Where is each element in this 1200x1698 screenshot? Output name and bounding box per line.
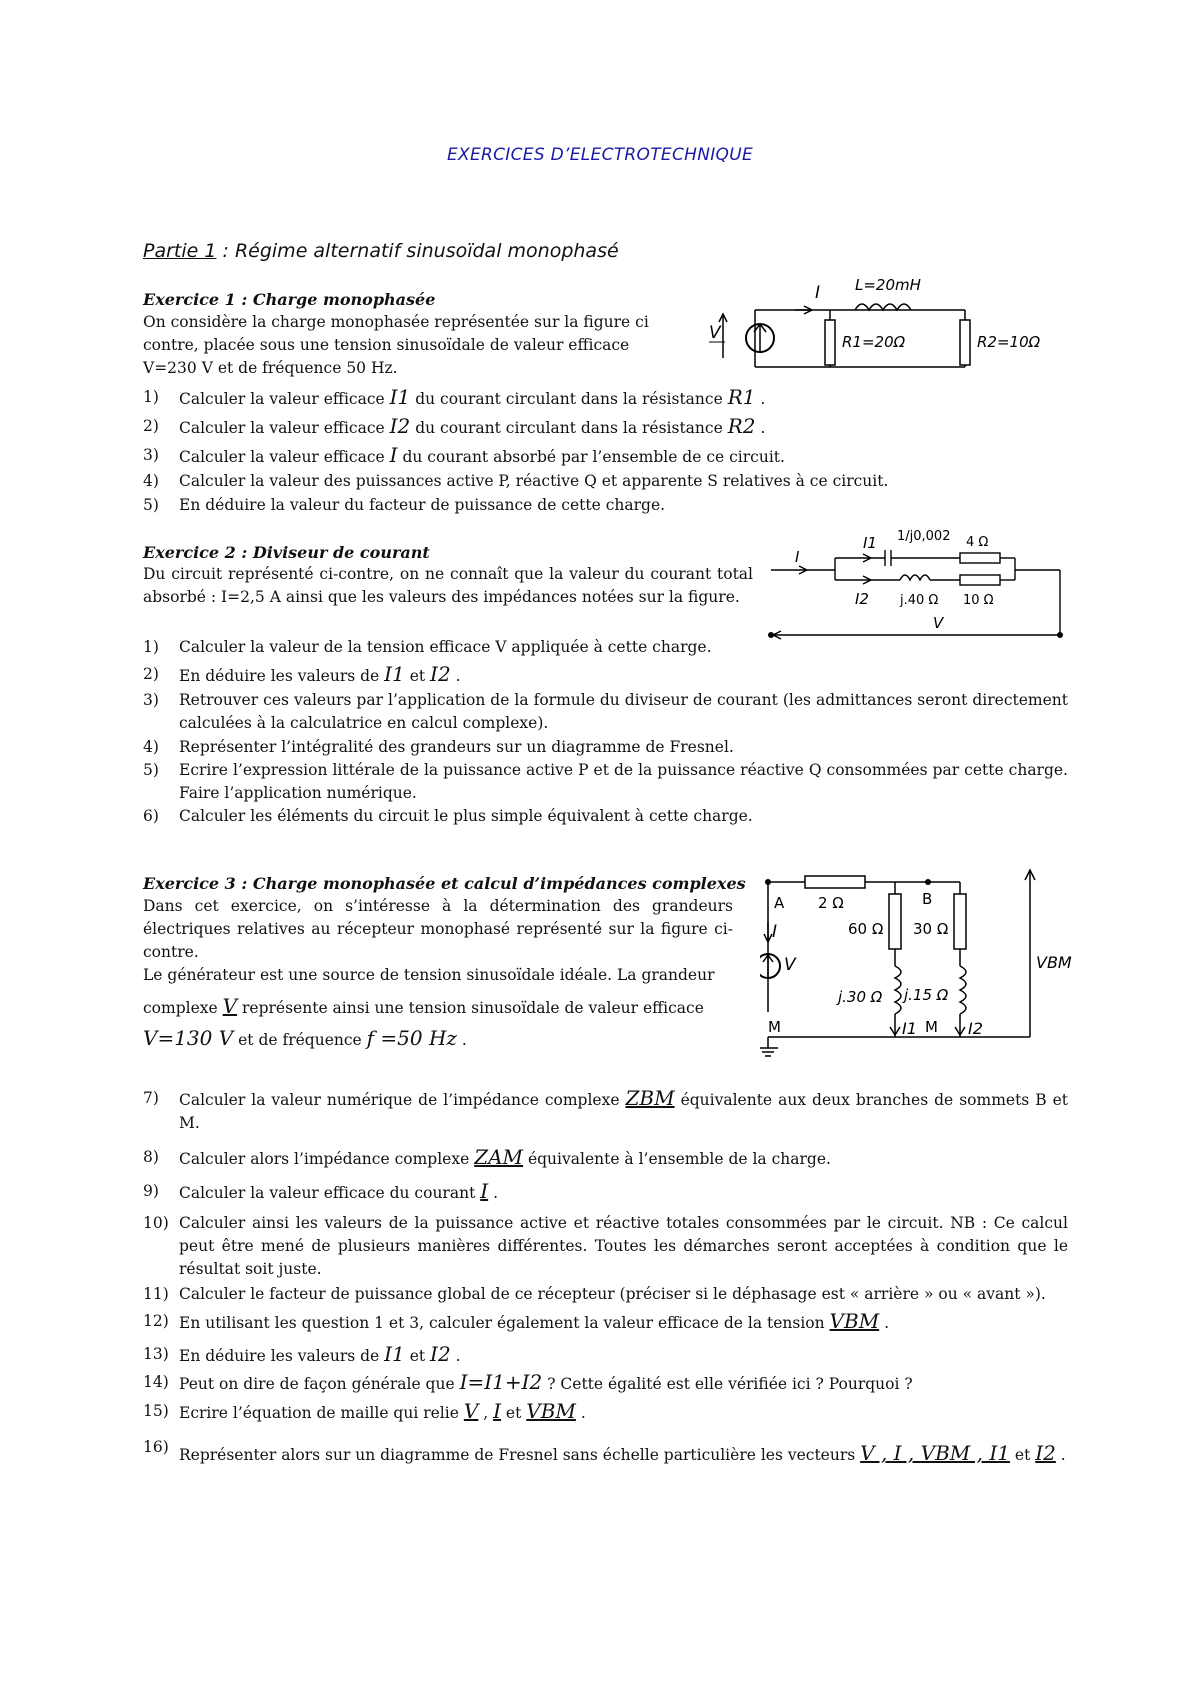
question-item — [143, 1371, 1068, 1396]
question-text: et — [409, 667, 426, 685]
question-item — [143, 1146, 1068, 1171]
question-number: 12) — [143, 1312, 169, 1330]
question-number: 7) — [143, 1089, 159, 1107]
question-item — [143, 1212, 1068, 1281]
symbol: V , I , VBM , I1 — [860, 1441, 1010, 1465]
question-text: du courant circulant dans la résistance — [415, 419, 723, 437]
intro-text: complexe — [143, 999, 218, 1017]
question-item — [143, 1283, 1068, 1306]
question-item — [143, 636, 1068, 659]
circuit-label: j.15 Ω — [904, 986, 949, 1004]
intro-text: représente ainsi une tension sinusoïdale de valeur efficace — [242, 999, 704, 1017]
exercise-3-intro: Dans cet exercice, on s’intéresse à la détermination des grandeurs électriques relatives au récepteur monophasé représenté sur la figure ci-contre. — [143, 897, 733, 961]
symbol: I2 — [430, 1342, 451, 1366]
question-text: En déduire les valeurs de — [179, 667, 380, 685]
question-text: Calculer la valeur des puissances active P, réactive Q et apparente S relatives à ce circuit. — [179, 472, 889, 490]
symbol: I — [389, 443, 398, 467]
symbol: I2 — [389, 414, 411, 438]
page-title: EXERCICES D’ELECTROTECHNIQUE — [447, 145, 753, 165]
exercise-3-intro — [143, 995, 743, 1020]
circuit-label: VBM — [1036, 953, 1072, 972]
question-text: En déduire les valeurs de — [179, 1347, 380, 1365]
question-text: Calculer alors l’impédance complexe — [179, 1150, 470, 1168]
question-item: 9) Calculer la valeur efficace du courant I . — [143, 1179, 498, 1203]
symbol: I1 — [389, 385, 411, 409]
symbol: VBM — [526, 1399, 576, 1423]
circuit-label: V — [709, 323, 721, 343]
exercise-1-title: Exercice 1 : Charge monophasée — [143, 290, 436, 309]
symbol: V — [463, 1399, 479, 1423]
circuit-label: I2 — [968, 1019, 983, 1038]
circuit-label: 10 Ω — [963, 593, 994, 608]
circuit-label: V — [933, 614, 944, 632]
circuit-label: 30 Ω — [913, 920, 949, 938]
symbol: ZAM — [474, 1145, 524, 1169]
symbol: V=130 V — [143, 1026, 234, 1050]
question-text: Calculer la valeur de la tension efficace V appliquée à cette charge. — [179, 638, 712, 656]
circuit-label: I2 — [855, 590, 869, 608]
exercise-2-intro: Du circuit représenté ci-contre, on ne connaît que la valeur du courant total absorbé : I=2,5 A ainsi que les valeurs des impédances notées sur la figure. — [143, 565, 753, 606]
question-text: Peut on dire de façon générale que — [179, 1375, 455, 1393]
symbol: I2 — [1035, 1441, 1056, 1465]
circuit-label: I1 — [902, 1019, 917, 1038]
question-text: et — [409, 1347, 426, 1365]
question-item: 12) En utilisant les question 1 et 3, calculer également la valeur efficace de la tension VBM . — [143, 1309, 890, 1333]
circuit-label: I — [772, 922, 778, 942]
symbol: VBM — [829, 1309, 880, 1333]
circuit-diagram-2 — [765, 528, 1075, 643]
intro-text: et de fréquence — [238, 1031, 362, 1049]
question-text: équivalente à l’ensemble de la charge. — [527, 1150, 831, 1168]
intro-line: On considère la charge monophasée représentée sur la figure ci — [143, 313, 649, 331]
exercise-3-intro: Le générateur est une source de tension sinusoïdale idéale. La grandeur — [143, 966, 715, 984]
symbol: I — [493, 1399, 501, 1423]
question-text: Représenter alors sur un diagramme de Fresnel sans échelle particulière les vecteurs — [179, 1446, 856, 1464]
question-item: 13) En déduire les valeurs de I1 et I2 . — [143, 1342, 461, 1366]
question-number: 5) — [143, 496, 159, 514]
question-text: Calculer ainsi les valeurs de la puissance active et réactive totales consommées par le circuit. NB : Ce calcul peut être mené de plusieurs manières différentes. Toutes les démarches seront acceptées à condition que le résultat soit juste. — [179, 1214, 1068, 1278]
question-number: 9) — [143, 1182, 159, 1200]
symbol: f =50 Hz — [366, 1026, 457, 1050]
question-item: 15) Ecrire l’équation de maille qui relie V , I et VBM . — [143, 1399, 586, 1423]
question-text: équivalente aux deux branches de sommets B et M. — [179, 1091, 1068, 1132]
question-text: Représenter l’intégralité des grandeurs sur un diagramme de Fresnel. — [179, 738, 734, 756]
question-text: Calculer les éléments du circuit le plus simple équivalent à cette charge. — [179, 807, 753, 825]
question-number: 3) — [143, 446, 159, 464]
question-item: 2) En déduire les valeurs de I1 et I2 . — [143, 662, 461, 686]
question-text: En utilisant les question 1 et 3, calculer également la valeur efficace de la tension — [179, 1314, 825, 1332]
question-item — [143, 470, 1068, 493]
question-item — [143, 689, 1068, 735]
question-text: Ecrire l’équation de maille qui relie — [179, 1404, 459, 1422]
circuit-label: B — [922, 890, 933, 908]
circuit-label: A — [774, 894, 785, 912]
symbol: I — [480, 1179, 489, 1203]
symbol: I1 — [384, 1342, 405, 1366]
question-number: 15) — [143, 1402, 169, 1420]
symbol: ZBM — [625, 1086, 675, 1110]
intro-line: V=230 V et de fréquence 50 Hz. — [143, 359, 398, 377]
circuit-label: 1/j0,002 — [897, 529, 951, 544]
question-number: 10) — [143, 1214, 169, 1232]
question-text: et — [505, 1404, 522, 1422]
circuit-diagram-1 — [695, 270, 1075, 380]
question-item — [143, 444, 1068, 469]
circuit-label: j.30 Ω — [838, 988, 883, 1006]
question-number: 1) — [143, 388, 159, 406]
question-item — [143, 494, 1068, 517]
question-text: Calculer la valeur numérique de l’impédance complexe — [179, 1091, 620, 1109]
section-heading — [143, 240, 619, 262]
question-number: 16) — [143, 1438, 169, 1456]
question-number: 4) — [143, 738, 159, 756]
question-text: ? Cette égalité est elle vérifiée ici ? Pourquoi ? — [547, 1375, 913, 1393]
exercise-3-title: Exercice 3 : Charge monophasée et calcul d’impédances complexes — [143, 874, 746, 893]
exercise-1-intro — [143, 311, 663, 380]
question-item — [143, 759, 1068, 805]
question-item: 1) Calculer la valeur efficace I1 du courant circulant dans la résistance R1 . — [143, 385, 766, 409]
question-number: 11) — [143, 1285, 169, 1303]
symbol: V — [222, 994, 238, 1018]
question-text: du courant absorbé par l’ensemble de ce circuit. — [402, 448, 785, 466]
question-text: Retrouver ces valeurs par l’application de la formule du diviseur de courant (les admittances seront directement calculées à la calculatrice en calcul complexe). — [179, 691, 1068, 732]
circuit-label: j.40 Ω — [900, 593, 939, 608]
question-item: 2) Calculer la valeur efficace I2 du courant circulant dans la résistance R2 . — [143, 414, 766, 438]
circuit-diagram-3 — [760, 862, 1080, 1077]
question-number: 13) — [143, 1345, 169, 1363]
question-item — [143, 805, 1068, 828]
question-text: du courant circulant dans la résistance — [415, 390, 723, 408]
symbol: R2 — [727, 414, 756, 438]
question-text: Calculer la valeur efficace — [179, 419, 385, 437]
question-number: 1) — [143, 638, 159, 656]
question-number: 3) — [143, 691, 159, 709]
circuit-label: V — [784, 955, 796, 975]
question-number: 2) — [143, 665, 159, 683]
circuit-label: M — [925, 1018, 938, 1036]
question-text: Ecrire l’expression littérale de la puissance active P et de la puissance réactive Q consommées par cette charge. Faire l’application numérique. — [179, 761, 1068, 802]
intro-line: contre, placée sous une tension sinusoïdale de valeur efficace — [143, 336, 630, 354]
circuit-label: 60 Ω — [848, 920, 884, 938]
question-number: 2) — [143, 417, 159, 435]
question-number: 4) — [143, 472, 159, 490]
section-label: Partie 1 — [143, 240, 217, 262]
section-subtitle: : Régime alternatif sinusoïdal monophasé — [216, 240, 619, 262]
circuit-label: I — [795, 548, 800, 566]
question-text: Calculer la valeur efficace — [179, 448, 385, 466]
question-number: 5) — [143, 761, 159, 779]
circuit-label: I1 — [863, 534, 877, 552]
circuit-label: 2 Ω — [818, 894, 844, 912]
question-text: Calculer la valeur efficace du courant — [179, 1184, 476, 1202]
symbol: R1 — [727, 385, 756, 409]
question-text: En déduire la valeur du facteur de puissance de cette charge. — [179, 496, 666, 514]
circuit-label: R1=20Ω — [842, 333, 906, 351]
exercise-2-title: Exercice 2 : Diviseur de courant — [143, 543, 430, 562]
circuit-label: R2=10Ω — [977, 333, 1041, 351]
circuit-label: L=20mH — [855, 276, 921, 294]
circuit-label: 4 Ω — [966, 535, 989, 550]
question-text: Calculer la valeur efficace — [179, 390, 385, 408]
question-number: 14) — [143, 1373, 169, 1391]
symbol: I2 — [430, 662, 451, 686]
question-item: 16) Représenter alors sur un diagramme de Fresnel sans échelle particulière les vecteurs V , I , VBM , I1 et I2 . — [143, 1438, 1066, 1465]
exercise-3-intro: V=130 V et de fréquence f =50 Hz . — [143, 1026, 467, 1050]
circuit-label: M — [768, 1018, 781, 1036]
question-item — [143, 1087, 1068, 1135]
symbol: I1 — [384, 662, 405, 686]
question-item — [143, 736, 1068, 759]
circuit-label: I — [815, 283, 821, 303]
question-number: 6) — [143, 807, 159, 825]
symbol: I=I1+I2 — [459, 1370, 543, 1394]
question-number: 8) — [143, 1148, 159, 1166]
question-text: Calculer le facteur de puissance global de ce récepteur (préciser si le déphasage est « arrière » ou « avant »). — [179, 1285, 1046, 1303]
question-text: et — [1014, 1446, 1031, 1464]
